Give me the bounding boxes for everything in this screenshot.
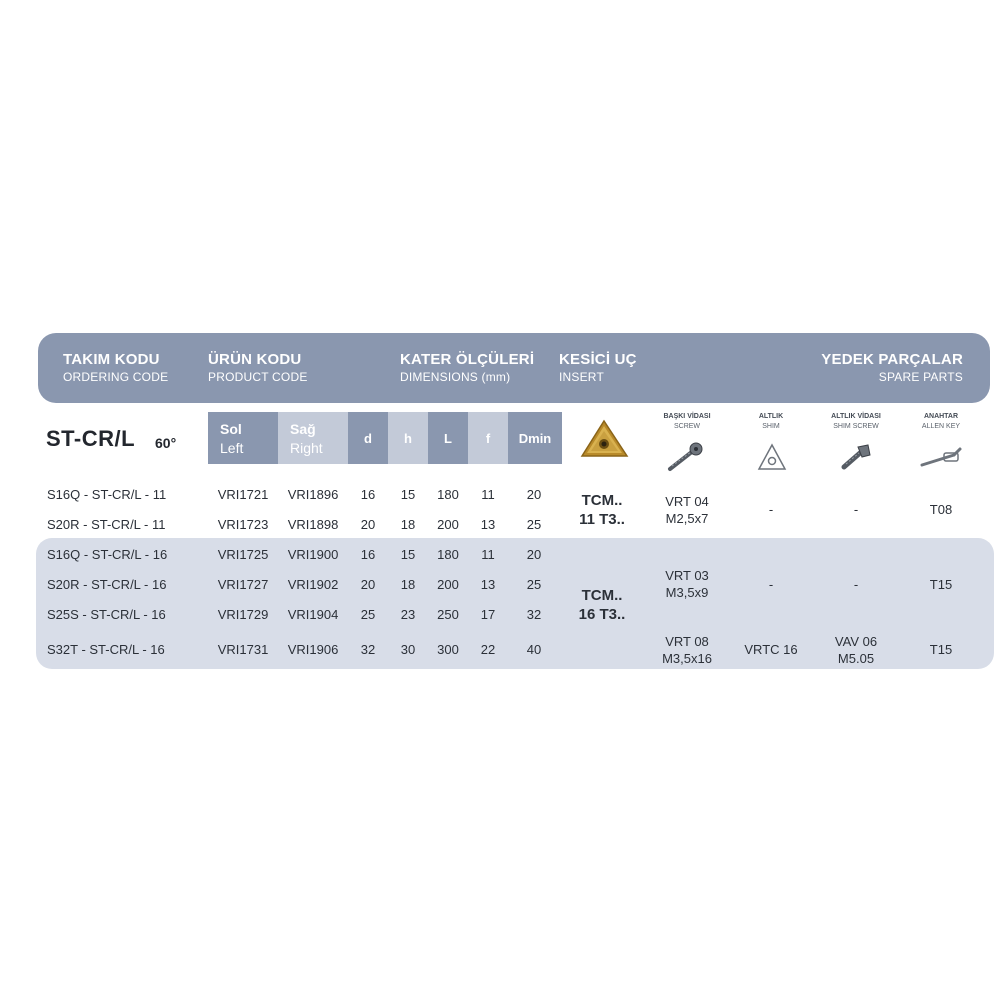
dim-f-row-6: 22 — [480, 642, 496, 657]
screw-row-6 — [642, 633, 732, 667]
right-code-header — [278, 412, 348, 464]
ordering-code-row-6: S32T - ST-CR/L - 16 — [47, 642, 165, 657]
dim-l-row-4: 200 — [437, 577, 459, 592]
spare-parts-subtitle: SPARE PARTS — [878, 370, 963, 384]
allen-key-header-en: ALLEN KEY — [921, 423, 961, 430]
dim-h-row-4: 18 — [400, 577, 416, 592]
left-code-row-3: VRI1725 — [217, 547, 269, 562]
insert-group-16-line-2: 16 T3.. — [578, 606, 626, 623]
right-code-row-1: VRI1896 — [287, 487, 339, 502]
dim-f-row-4: 13 — [480, 577, 496, 592]
shim-row-6: VRTC 16 — [744, 642, 798, 657]
shim-screw-group-16: - — [853, 577, 859, 592]
dim-f-row-1: 11 — [481, 487, 495, 502]
screw-group-11-line-1: VRT 04 — [665, 494, 709, 509]
ordering-code-row-1: S16Q - ST-CR/L - 11 — [47, 487, 167, 502]
shim-screw-icon — [838, 441, 874, 478]
left-code-row-6: VRI1731 — [217, 642, 269, 657]
ordering-code-row-3: S16Q - ST-CR/L - 16 — [47, 547, 168, 562]
dim-header-f: f — [468, 412, 508, 464]
allen-key-row-6: T15 — [929, 642, 953, 657]
screw-group-16-line-1: VRT 03 — [665, 568, 709, 583]
insert-group-11-line-2: 11 T3.. — [579, 511, 625, 528]
screw-header-tr: BAŞKI VİDASI — [663, 413, 711, 420]
dim-f-row-2: 13 — [480, 517, 496, 532]
dim-l-row-6: 300 — [437, 642, 459, 657]
right-code-row-2: VRI1898 — [287, 517, 339, 532]
right-code-header-tr: Sağ — [290, 421, 316, 437]
screw-group-16 — [642, 567, 732, 601]
dimensions-subtitle: DIMENSIONS (mm) — [400, 370, 511, 384]
screw-row-6-line-2: M3,5x16 — [662, 651, 712, 666]
dim-header-l: L — [428, 412, 468, 464]
table-header-bar — [38, 333, 990, 403]
shim-screw-row-6 — [811, 633, 901, 667]
left-code-header — [208, 412, 278, 464]
dim-dmin-row-5: 32 — [526, 607, 542, 622]
allen-key-icon — [918, 445, 964, 476]
screw-icon — [666, 441, 706, 478]
shim-icon — [756, 441, 788, 478]
screw-group-11 — [642, 493, 732, 527]
dim-d-row-2: 20 — [360, 517, 376, 532]
dimensions-title: KATER ÖLÇÜLERİ — [400, 351, 535, 368]
dim-d-row-5: 25 — [360, 607, 376, 622]
right-code-row-5: VRI1904 — [287, 607, 339, 622]
ordering-code-row-5: S25S - ST-CR/L - 16 — [47, 607, 166, 622]
dim-h-row-2: 18 — [400, 517, 416, 532]
screw-group-16-line-2: M3,5x9 — [665, 585, 709, 600]
ordering-code-row-4: S20R - ST-CR/L - 16 — [47, 577, 167, 592]
product-code-subtitle: PRODUCT CODE — [208, 370, 308, 384]
dim-d-row-1: 16 — [360, 487, 376, 502]
shim-group-16: - — [768, 577, 774, 592]
ordering-code-row-2: S20R - ST-CR/L - 11 — [47, 517, 166, 532]
spare-parts-title: YEDEK PARÇALAR — [821, 351, 963, 368]
shim-screw-header-tr: ALTLIK VİDASI — [831, 413, 881, 420]
shim-screw-group-11: - — [853, 502, 859, 517]
dim-h-row-3: 15 — [400, 547, 416, 562]
ordering-code-subtitle: ORDERING CODE — [63, 370, 169, 384]
screw-row-6-line-1: VRT 08 — [665, 634, 709, 649]
dim-d-row-4: 20 — [360, 577, 376, 592]
triangle-insert-icon — [578, 418, 630, 465]
allen-key-header-tr: ANAHTAR — [923, 413, 959, 420]
family-angle: 60° — [155, 435, 177, 451]
dim-l-row-5: 250 — [437, 607, 459, 622]
dim-header-h: h — [388, 412, 428, 464]
dim-h-row-6: 30 — [400, 642, 416, 657]
right-code-row-4: VRI1902 — [287, 577, 339, 592]
dim-dmin-row-6: 40 — [526, 642, 542, 657]
insert-group-11-line-1: TCM.. — [581, 492, 623, 509]
shim-screw-row-6-line-2: M5.05 — [837, 651, 875, 666]
insert-title: KESİCİ UÇ — [559, 351, 637, 368]
left-code-header-tr: Sol — [220, 421, 242, 437]
left-code-row-2: VRI1723 — [217, 517, 269, 532]
dim-d-row-3: 16 — [360, 547, 376, 562]
dim-l-row-1: 180 — [437, 487, 459, 502]
screw-group-11-line-2: M2,5x7 — [665, 511, 709, 526]
dim-f-row-5: 17 — [480, 607, 496, 622]
insert-group-16 — [562, 586, 642, 624]
dim-header-d: d — [348, 412, 388, 464]
insert-group-16-line-1: TCM.. — [581, 587, 623, 604]
right-code-row-6: VRI1906 — [287, 642, 339, 657]
insert-subtitle: INSERT — [559, 370, 604, 384]
allen-key-group-11: T08 — [929, 502, 953, 517]
left-code-row-1: VRI1721 — [217, 487, 269, 502]
left-code-row-5: VRI1729 — [217, 607, 269, 622]
ordering-code-title: TAKIM KODU — [63, 351, 160, 368]
dim-header-dmin: Dmin — [508, 412, 562, 464]
product-code-title: ÜRÜN KODU — [208, 351, 302, 368]
dim-f-row-3: 11 — [481, 547, 495, 562]
dim-l-row-3: 180 — [437, 547, 459, 562]
dim-dmin-row-1: 20 — [526, 487, 542, 502]
shim-group-11: - — [768, 502, 774, 517]
dim-dmin-row-4: 25 — [526, 577, 542, 592]
dim-dmin-row-3: 20 — [526, 547, 542, 562]
right-code-header-en: Right — [290, 440, 323, 456]
screw-header-en: SCREW — [673, 423, 701, 430]
right-code-row-3: VRI1900 — [287, 547, 339, 562]
shim-header-en: SHIM — [762, 423, 780, 430]
dim-l-row-2: 200 — [437, 517, 459, 532]
left-code-header-en: Left — [220, 440, 244, 456]
dim-d-row-6: 32 — [360, 642, 376, 657]
shim-screw-header-en: SHIM SCREW — [833, 423, 879, 430]
dim-h-row-1: 15 — [400, 487, 416, 502]
shim-header-tr: ALTLIK — [758, 413, 784, 420]
left-code-row-4: VRI1727 — [217, 577, 269, 592]
dim-h-row-5: 23 — [400, 607, 416, 622]
dim-dmin-row-2: 25 — [526, 517, 542, 532]
allen-key-group-16: T15 — [929, 577, 953, 592]
family-name: ST-CR/L — [46, 426, 136, 451]
shim-screw-row-6-line-1: VAV 06 — [834, 634, 878, 649]
insert-group-11 — [562, 491, 642, 529]
